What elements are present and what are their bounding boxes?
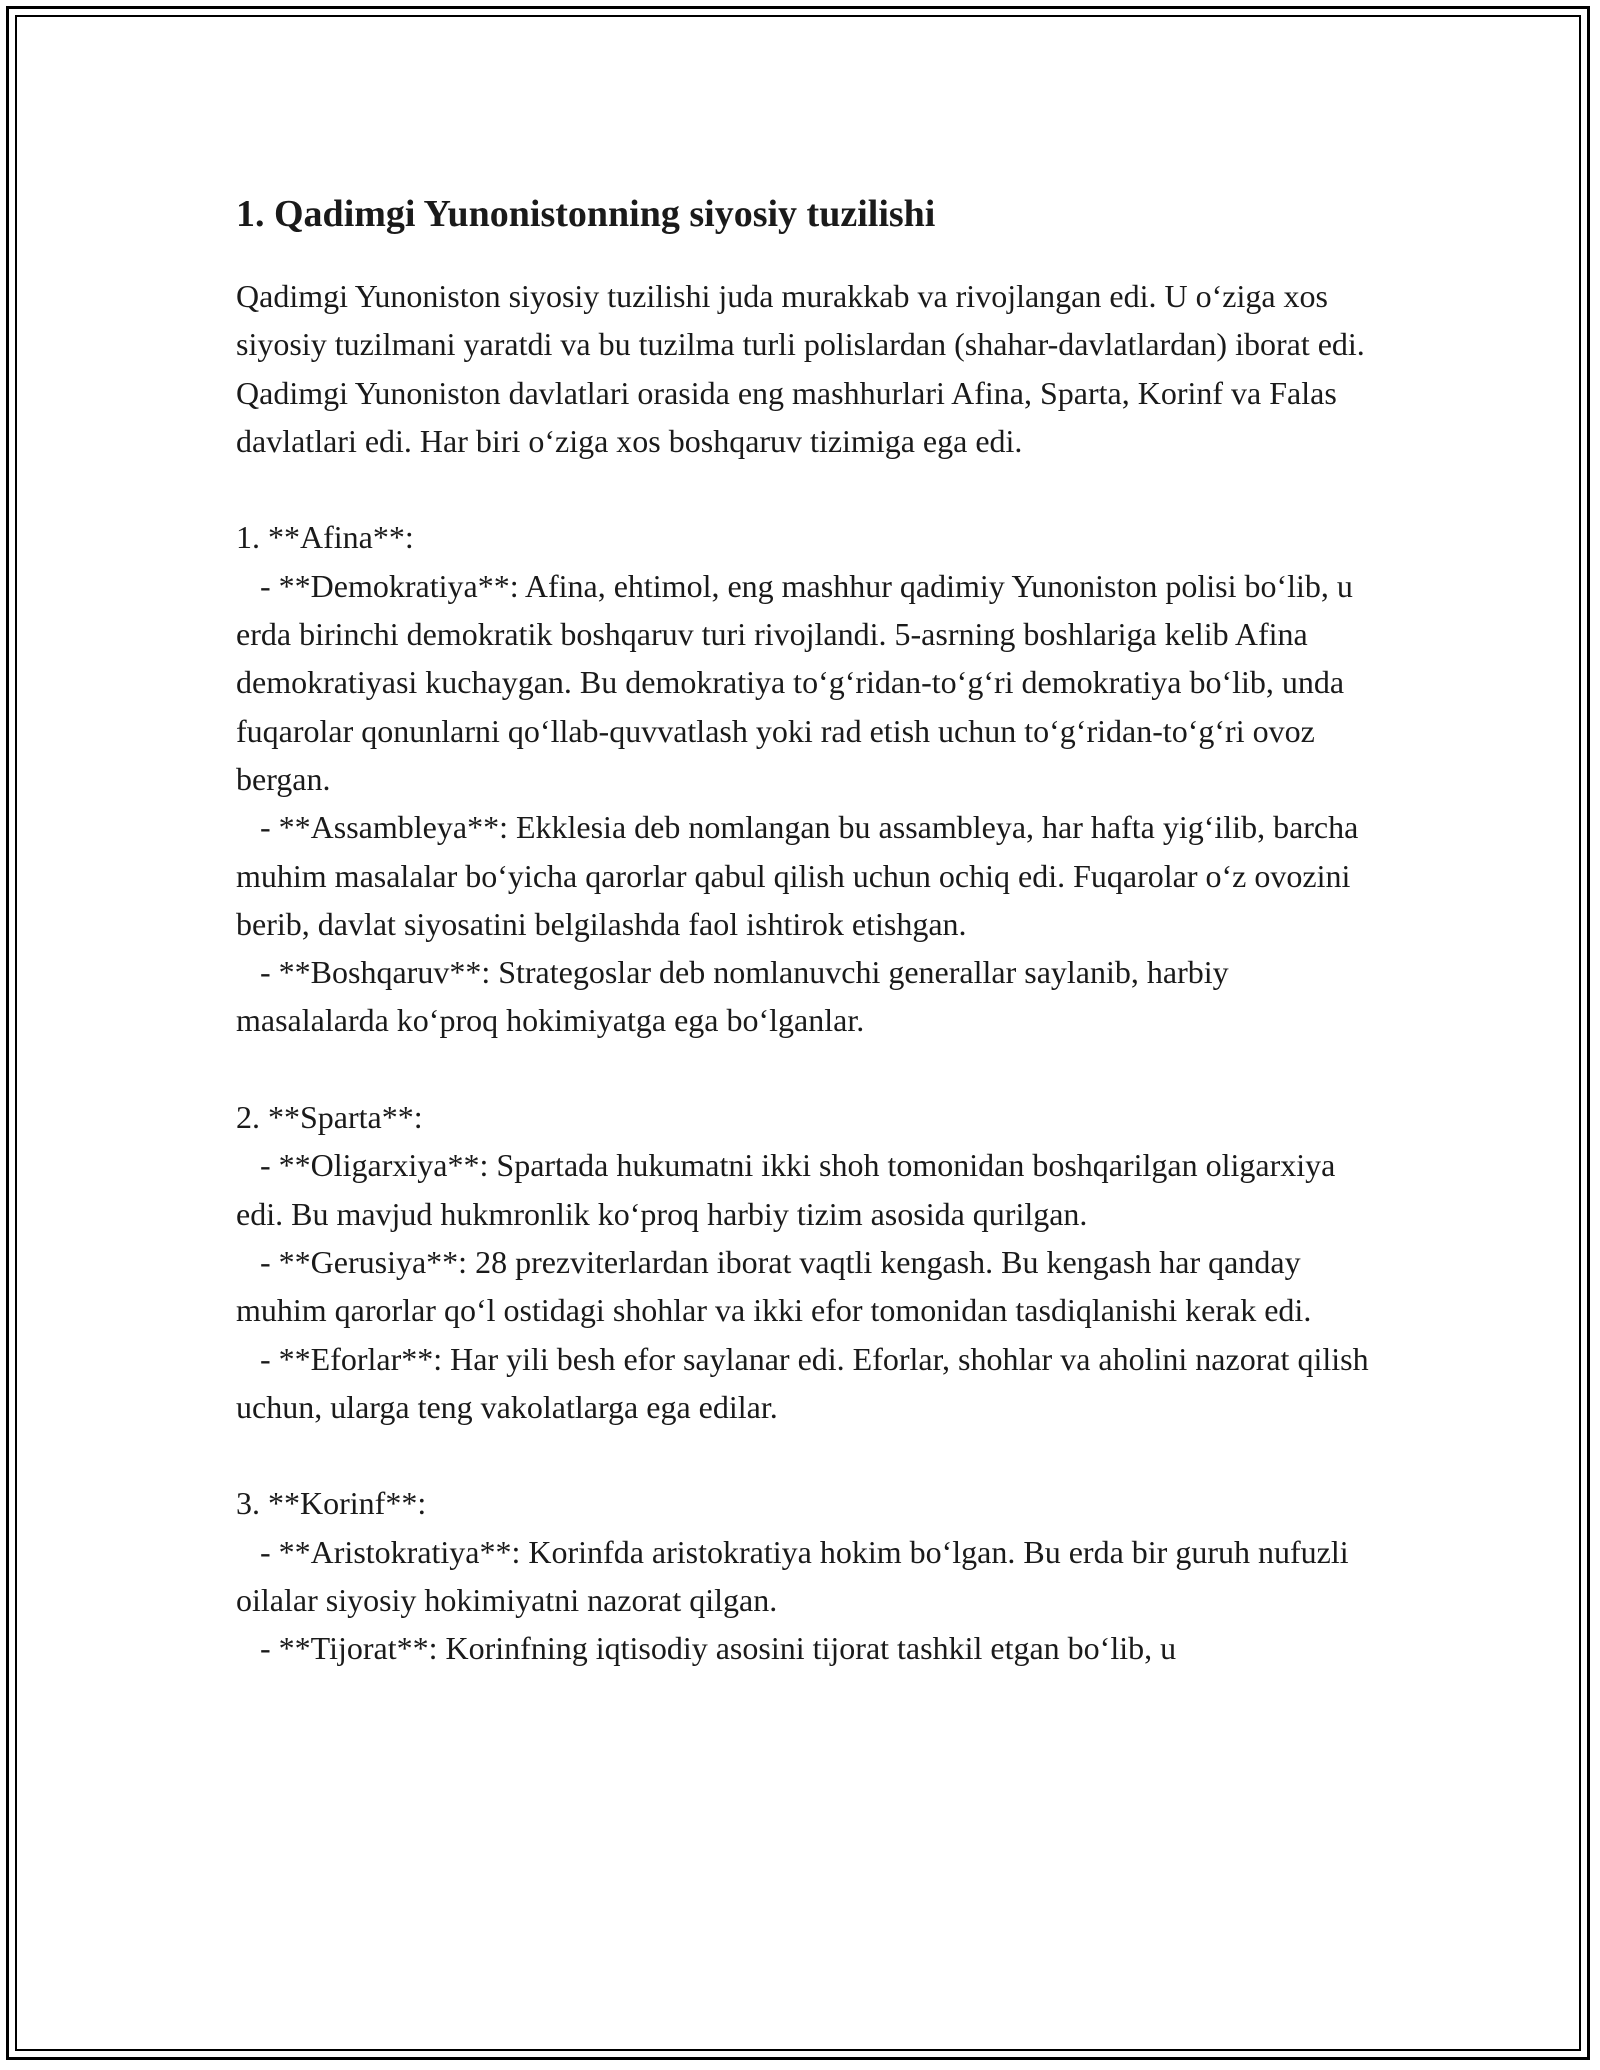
list-item: - **Oligarxiya**: Spartada hukumatni ikki shoh tomonidan boshqarilgan oligarxiya edi. Bu mavjud hukmronlik ko‘proq harbiy tizim asosida qurilgan. [236,1147,1344,1232]
intro-paragraph: Qadimgi Yunoniston siyosiy tuzilishi juda murakkab va rivojlangan edi. U o‘ziga xos siyosiy tuzilmani yaratdi va bu tuzilma turli polislardan (shahar-davlatlardan) iborat edi. Qadimgi Yunoniston davlatlari orasida eng mashhurlari Afina, Sparta, Korinf va Falas davlatlari edi. Har biri o‘ziga xos boshqaruv tizimiga ega edi. [236,278,1373,459]
list-item: - **Boshqaruv**: Strategoslar deb nomlanuvchi generallar saylanib, harbiy masalalarda ko‘proq hokimiyatga ega bo‘lganlar. [236,954,1237,1039]
section-heading: 2. **Sparta**: [236,1099,423,1136]
page-title: 1. Qadimgi Yunonistonning siyosiy tuzilishi [236,193,936,235]
section-afina [236,513,1386,1044]
list-item: - **Gerusiya**: 28 prezviterlardan iborat vaqtli kengash. Bu kengash har qanday muhim qarorlar qo‘l ostidagi shohlar va ikki efor tomonidan tasdiqlanishi kerak edi. [236,1243,1312,1329]
document-body [236,186,1386,1673]
list-item: - **Aristokratiya**: Korinfda aristokratiya hokim bo‘lgan. Bu erda bir guruh nufuzli oilalar siyosiy hokimiyatni nazorat qilgan. [236,1533,1357,1619]
spacer [236,465,1386,513]
section-heading: 3. **Korinf**: [236,1485,427,1522]
section-sparta [236,1093,1386,1431]
list-item: - **Assambleya**: Ekklesia deb nomlangan bu assambleya, har hafta yig‘ilib, barcha muhim masalalar bo‘yicha qarorlar qabul qilish uchun ochiq edi. Fuqarolar o‘z ovozini berib, davlat siyosatini belgilashda faol ishtirok etishgan. [236,809,1367,942]
spacer [236,1431,1386,1479]
list-item: - **Tijorat**: Korinfning iqtisodiy asosini tijorat tashkil etgan bo‘lib, u [236,1630,1177,1667]
list-item: - **Demokratiya**: Afina, ehtimol, eng mashhur qadimiy Yunoniston polisi bo‘lib, u erda birinchi demokratik boshqaruv turi rivojlandi. 5-asrning boshlariga kelib Afina demokratiyasi kuchaygan. Bu demokratiya to‘g‘ridan-to‘g‘ri demokratiya bo‘lib, unda fuqarolar qonunlarni qo‘llab-quvvatlash yoki rad etish uchun to‘g‘ridan-to‘g‘ri ovoz bergan. [236,567,1361,797]
list-item: - **Eforlar**: Har yili besh efor saylanar edi. Eforlar, shohlar va aholini nazorat qilish uchun, ularga teng vakolatlarga ega edilar. [236,1340,1377,1425]
section-heading: 1. **Afina**: [236,519,414,556]
spacer [236,1045,1386,1093]
section-korinf [236,1479,1386,1672]
